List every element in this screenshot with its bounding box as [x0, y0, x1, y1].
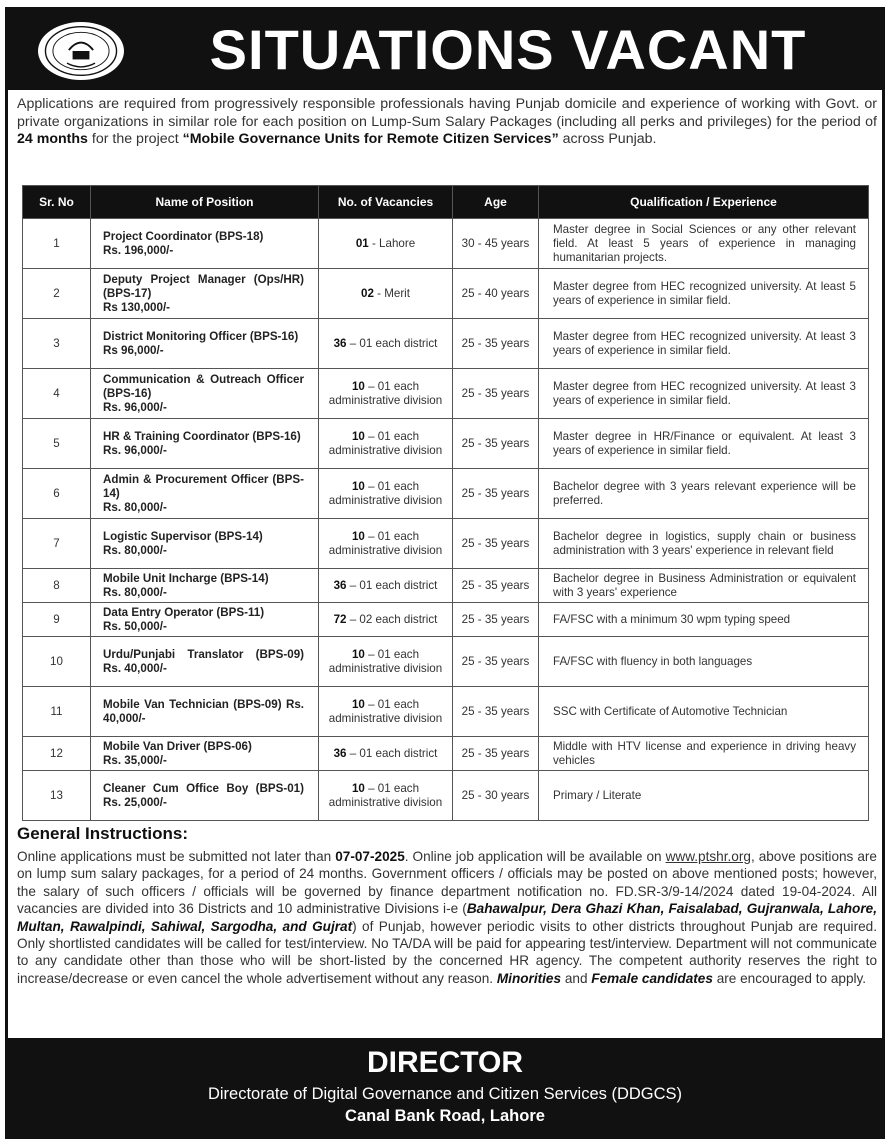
row-salary: Rs. 35,000/- — [103, 753, 167, 767]
table-row — [23, 419, 869, 469]
row-vacancies: 10 – 01 each administrative division — [319, 637, 453, 687]
table-row — [23, 519, 869, 569]
row-vacancies: 36 – 01 each district — [319, 569, 453, 603]
table-row — [23, 771, 869, 821]
row-qualification: FA/FSC with a minimum 30 wpm typing speed — [539, 603, 869, 637]
row-position: Urdu/Punjabi Translator (BPS-09) Rs. 40,000/- — [91, 637, 319, 687]
row-age: 25 - 30 years — [453, 771, 539, 821]
row-position: Admin & Procurement Officer (BPS-14) Rs. 80,000/- — [91, 469, 319, 519]
row-age: 25 - 35 years — [453, 569, 539, 603]
row-position: Logistic Supervisor (BPS-14) Rs. 80,000/- — [91, 519, 319, 569]
row-sr: 2 — [23, 269, 91, 319]
row-position: Data Entry Operator (BPS-11) Rs. 50,000/- — [91, 603, 319, 637]
table-row — [23, 469, 869, 519]
row-qualification: Master degree in Social Sciences or any other relevant field. At least 5 years of experience in managing humanitarian projects. — [539, 219, 869, 269]
row-age: 25 - 35 years — [453, 519, 539, 569]
row-salary: Rs 130,000/- — [103, 300, 171, 314]
instructions-heading: General Instructions: — [17, 824, 188, 843]
row-sr: 7 — [23, 519, 91, 569]
row-sr: 11 — [23, 687, 91, 737]
row-position: Deputy Project Manager (Ops/HR) (BPS-17) Rs 130,000/- — [91, 269, 319, 319]
col-header-qualification: Qualification / Experience — [539, 186, 869, 219]
footer-organization: Directorate of Digital Governance and Citizen Services (DDGCS) — [207, 1085, 683, 1103]
row-vacancies: 10 – 01 each administrative division — [319, 519, 453, 569]
row-qualification: Bachelor degree with 3 years relevant experience will be preferred. — [539, 469, 869, 519]
row-age: 25 - 35 years — [453, 637, 539, 687]
row-position: Project Coordinator (BPS-18) Rs. 196,000/- — [91, 219, 319, 269]
row-vacancies: 10 – 01 each administrative division — [319, 419, 453, 469]
footer-banner — [8, 1038, 882, 1138]
row-qualification: Master degree from HEC recognized university. At least 3 years of experience in similar field. — [539, 369, 869, 419]
row-age: 25 - 35 years — [453, 687, 539, 737]
table-row — [23, 603, 869, 637]
row-age: 30 - 45 years — [453, 219, 539, 269]
row-qualification: Master degree from HEC recognized university. At least 3 years of experience in similar field. — [539, 319, 869, 369]
row-sr: 10 — [23, 637, 91, 687]
col-header-name: Name of Position — [91, 186, 319, 219]
table-row — [23, 369, 869, 419]
table-row — [23, 637, 869, 687]
row-salary: Rs. 196,000/- — [103, 243, 174, 257]
row-qualification: SSC with Certificate of Automotive Technician — [539, 687, 869, 737]
row-sr: 6 — [23, 469, 91, 519]
table-header-row — [23, 186, 869, 219]
row-salary: Rs 96,000/- — [103, 343, 164, 357]
table-row — [23, 569, 869, 603]
row-position: Cleaner Cum Office Boy (BPS-01) Rs. 25,000/- — [91, 771, 319, 821]
row-salary: Rs. 80,000/- — [103, 543, 167, 557]
row-qualification: Primary / Literate — [539, 771, 869, 821]
row-vacancies: 36 – 01 each district — [319, 737, 453, 771]
row-sr: 8 — [23, 569, 91, 603]
table-row — [23, 269, 869, 319]
row-sr: 12 — [23, 737, 91, 771]
instructions-paragraph: Online applications must be submitted not later than 07-07-2025. Online job application will be available on www.ptshr.org, above positions are on lump sum salary packages, for a period of 24 months. Government officers / officials may be posted on above mentioned posts; however, the salary of such officers / officials will be governed by finance department notification no. FD.SR-3/9-14/2024 dated 19-04-2024. All vacancies are divided into 36 Districts and 10 administrative Divisions i-e (Bahawalpur, Dera Ghazi Khan, Faisalabad, Gujranwala, Lahore, Multan, Rawalpindi, Sahiwal, Sargodha, and Gujrat) of Punjab, however periodic visits to other districts throughout Punjab are required. Only shortlisted candidates will be called for test/interview. No TA/DA will be paid for appearing test/interview. Department will not communicate to any candidate other than those who will be short-listed by the concerned HR agency. The competent authority reserves the right to increase/decrease or even cancel the whole advertisement without any reason. Minorities and Female candidates are encouraged to apply. — [17, 849, 877, 986]
row-vacancies: 10 – 01 each administrative division — [319, 369, 453, 419]
row-vacancies: 10 – 01 each administrative division — [319, 469, 453, 519]
row-position: Communication & Outreach Officer (BPS-16) Rs. 96,000/- — [91, 369, 319, 419]
table-row — [23, 737, 869, 771]
row-position: Mobile Van Technician (BPS-09) Rs. 40,000/- — [91, 687, 319, 737]
header-banner — [8, 10, 882, 90]
row-qualification: Master degree from HEC recognized university. At least 5 years of experience in similar field. — [539, 269, 869, 319]
row-age: 25 - 35 years — [453, 737, 539, 771]
row-sr: 5 — [23, 419, 91, 469]
row-vacancies: 72 – 02 each district — [319, 603, 453, 637]
row-salary: Rs. 80,000/- — [103, 500, 167, 514]
col-header-sr: Sr. No — [23, 186, 91, 219]
footer-title: DIRECTOR — [366, 1046, 524, 1079]
table-row — [23, 219, 869, 269]
row-qualification: Bachelor degree in logistics, supply chain or business administration with 3 years' experience in relevant field — [539, 519, 869, 569]
row-age: 25 - 35 years — [453, 603, 539, 637]
row-age: 25 - 35 years — [453, 419, 539, 469]
table-row — [23, 687, 869, 737]
row-age: 25 - 35 years — [453, 369, 539, 419]
row-vacancies: 10 – 01 each administrative division — [319, 771, 453, 821]
row-sr: 9 — [23, 603, 91, 637]
row-vacancies: 01 - Lahore — [319, 219, 453, 269]
row-position: HR & Training Coordinator (BPS-16) Rs. 96,000/- — [91, 419, 319, 469]
row-qualification: Bachelor degree in Business Administration or equivalent with 3 years' experience — [539, 569, 869, 603]
row-position: Mobile Van Driver (BPS-06) Rs. 35,000/- — [91, 737, 319, 771]
punjab-emblem-icon — [36, 20, 126, 82]
col-header-vacancies: No. of Vacancies — [319, 186, 453, 219]
row-position: District Monitoring Officer (BPS-16) Rs 96,000/- — [91, 319, 319, 369]
table-row — [23, 319, 869, 369]
row-sr: 1 — [23, 219, 91, 269]
row-salary: Rs. 80,000/- — [103, 585, 167, 599]
row-sr: 13 — [23, 771, 91, 821]
row-qualification: Master degree in HR/Finance or equivalent. At least 3 years of experience in similar field. — [539, 419, 869, 469]
footer-address: Canal Bank Road, Lahore — [345, 1107, 545, 1125]
row-vacancies: 10 – 01 each administrative division — [319, 687, 453, 737]
row-age: 25 - 35 years — [453, 319, 539, 369]
application-link[interactable]: www.ptshr.org — [665, 849, 751, 864]
row-qualification: Middle with HTV license and experience in driving heavy vehicles — [539, 737, 869, 771]
row-salary: Rs. 96,000/- — [103, 443, 167, 457]
row-age: 25 - 35 years — [453, 469, 539, 519]
row-vacancies: 36 – 01 each district — [319, 319, 453, 369]
row-sr: 3 — [23, 319, 91, 369]
vacancies-table — [22, 185, 869, 821]
intro-paragraph: Applications are required from progressively responsible professionals having Punjab domicile and experience of working with Govt. or private organizations in similar role for each position on Lump-Sum Salary Packages (including all perks and privileges) for the period of 24 months for the project “Mobile Governance Units for Remote Citizen Services” across Punjab. — [17, 96, 877, 147]
row-sr: 4 — [23, 369, 91, 419]
row-salary: Rs. 96,000/- — [103, 400, 167, 414]
row-salary: Rs. 50,000/- — [103, 619, 167, 633]
row-qualification: FA/FSC with fluency in both languages — [539, 637, 869, 687]
row-position: Mobile Unit Incharge (BPS-14) Rs. 80,000/- — [91, 569, 319, 603]
page-title: SITUATIONS VACANT — [209, 18, 807, 81]
row-age: 25 - 40 years — [453, 269, 539, 319]
col-header-age: Age — [453, 186, 539, 219]
row-vacancies: 02 - Merit — [319, 269, 453, 319]
